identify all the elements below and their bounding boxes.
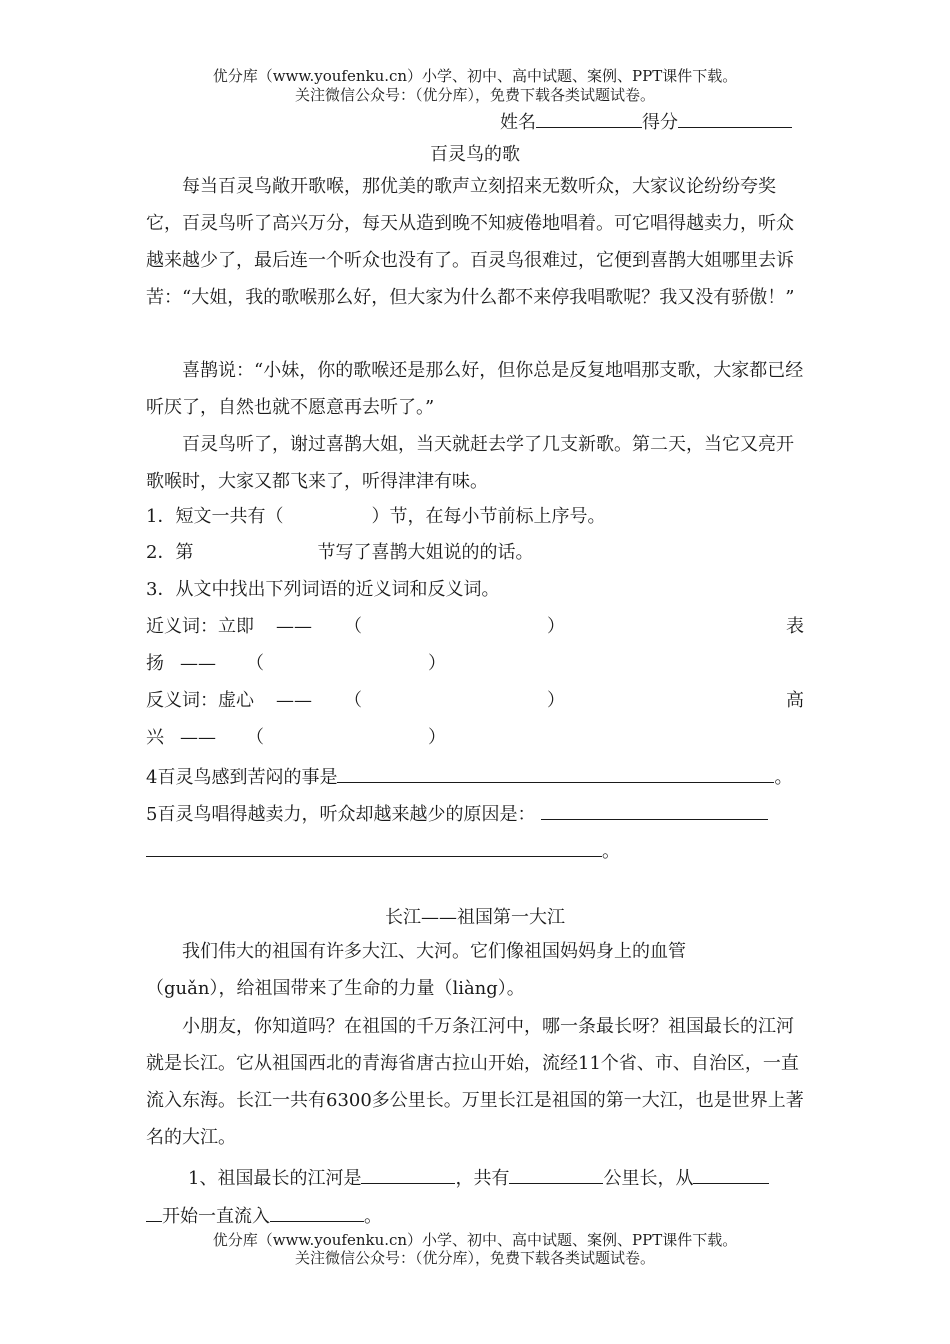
s2q1-answer-destination[interactable] bbox=[270, 1202, 364, 1222]
synonym-row-2: 扬 —— （ ） bbox=[146, 653, 446, 674]
story1-title: 百灵鸟的歌 bbox=[430, 144, 520, 165]
s2q1-answer-source[interactable] bbox=[693, 1164, 769, 1184]
question-5-continued: 。 bbox=[146, 837, 620, 864]
question-4: 4百灵鸟感到苦闷的事是 。 bbox=[146, 763, 792, 790]
s2q1-answer-length[interactable] bbox=[509, 1164, 603, 1184]
s2q1-answer-river[interactable] bbox=[361, 1164, 455, 1184]
story2-paragraph-1-line-1: 我们伟大的祖国有许多大江、大河。它们像祖国妈妈身上的血管 bbox=[182, 941, 686, 962]
header-line-2: 关注微信公众号：（优分库），免费下载各类试题试卷。 bbox=[294, 86, 655, 104]
story1-paragraph-1: 每当百灵鸟敞开歌喉，那优美的歌声立刻招来无数听众，大家议论纷纷夸奖它，百灵鸟听了高兴万分，每天从造到晚不知疲倦地唱着。可它唱得越卖力，听众越来越少了，最后连一个听众也没有了。百灵鸟很难过，它便到喜鹊大姐哪里去诉苦：“大姐，我的歌喉那么好，但大家为什么都不来停我唱歌呢？我又没有骄傲！” bbox=[146, 176, 795, 308]
s2q1-answer-source-cont[interactable] bbox=[146, 1202, 162, 1222]
synonym-row-1: 近义词：立即 —— （ ） bbox=[146, 616, 565, 637]
name-label: 姓名 bbox=[500, 112, 536, 133]
question-2: 2．第 节写了喜鹊大姐说的的话。 bbox=[146, 542, 534, 563]
antonym-row-1: 反义词：虚心 —— （ ） bbox=[146, 690, 565, 711]
antonym-word-2-part-a: 高 bbox=[786, 690, 804, 711]
story2-question-1-continued: 开始一直流入 。 bbox=[146, 1202, 382, 1229]
question-5: 5百灵鸟唱得越卖力，听众却越来越少的原因是： bbox=[146, 800, 768, 827]
name-blank[interactable] bbox=[536, 108, 642, 128]
q5-answer-line-1[interactable] bbox=[541, 800, 768, 820]
story1-paragraph-3: 百灵鸟听了，谢过喜鹊大姐，当天就赶去学了几支新歌。第二天，当它又亮开歌喉时，大家又都飞来了，听得津津有味。 bbox=[146, 434, 794, 492]
story2-paragraph-1-line-2: （guǎn），给祖国带来了生命的力量（liàng）。 bbox=[146, 978, 525, 999]
synonym-word-2-part-a: 表 bbox=[786, 616, 804, 637]
synonym-label: 近义词：立即 bbox=[146, 616, 254, 637]
score-blank[interactable] bbox=[678, 108, 792, 128]
story2-paragraph-2: 小朋友，你知道吗？在祖国的千万条江河中，哪一条最长呀？祖国最长的江河就是长江。它从祖国西北的青海省唐古拉山开始，流经11个省、市、自治区，一直流入东海。长江一共有6300多公里长。万里长江是祖国的第一大江，也是世界上著名的大江。 bbox=[146, 1016, 804, 1148]
q4-answer-line[interactable] bbox=[337, 763, 774, 783]
story2-title: 长江——祖国第一大江 bbox=[385, 907, 565, 928]
story1-paragraph-2: 喜鹊说：“小妹，你的歌喉还是那么好，但你总是反复地唱那支歌，大家都已经听厌了，自然也就不愿意再去听了。” bbox=[146, 360, 804, 418]
antonym-label: 反义词：虚心 bbox=[146, 690, 254, 711]
score-label: 得分 bbox=[642, 112, 678, 133]
footer-line-1: 优分库（www.youfenku.cn）小学、初中、高中试题、案例、PPT课件下载。 bbox=[212, 1231, 738, 1249]
story2-question-1: 1、祖国最长的江河是 ，共有 公里长，从 bbox=[188, 1164, 769, 1191]
header-line-1: 优分库（www.youfenku.cn）小学、初中、高中试题、案例、PPT课件下载。 bbox=[212, 67, 738, 85]
question-1: 1．短文一共有（ ）节，在每小节前标上序号。 bbox=[146, 506, 606, 527]
name-score-row bbox=[500, 108, 792, 135]
footer-line-2: 关注微信公众号：（优分库），免费下载各类试题试卷。 bbox=[294, 1249, 655, 1267]
q5-answer-line-2[interactable] bbox=[146, 837, 602, 857]
question-3: 3．从文中找出下列词语的近义词和反义词。 bbox=[146, 579, 500, 600]
antonym-row-2: 兴 —— （ ） bbox=[146, 727, 446, 748]
